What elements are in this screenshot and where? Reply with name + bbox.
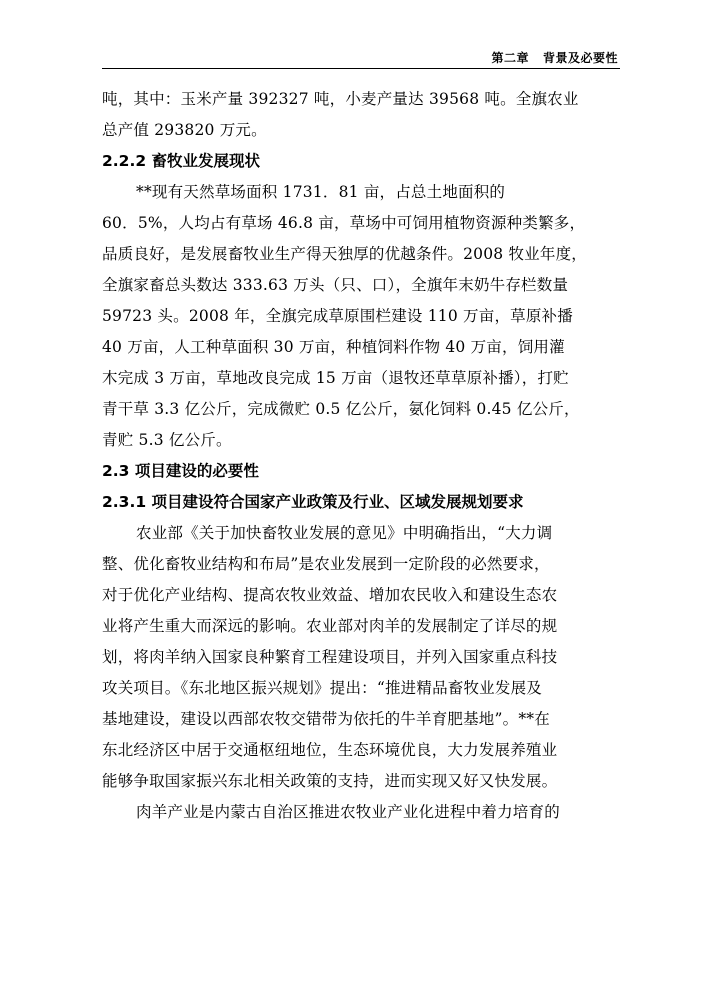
paragraph-line: 肉羊产业是内蒙古自治区推进农牧业产业化进程中着力培育的 xyxy=(136,803,560,821)
paragraph-line: 东北经济区中居于交通枢纽地位，生态环境优良，大力发展养殖业 xyxy=(102,741,558,759)
paragraph-line: 农业部《关于加快畜牧业发展的意见》中明确指出，“大力调 xyxy=(136,524,553,542)
paragraph-line: 59723 头。2008 年，全旗完成草原围栏建设 110 万亩，草原补播 xyxy=(102,307,573,325)
paragraph-line: 40 万亩，人工种草面积 30 万亩，种植饲料作物 40 万亩，饲用灌 xyxy=(102,338,565,356)
paragraph-line: 业将产生重大而深远的影响。农业部对肉羊的发展制定了详尽的规 xyxy=(102,617,558,635)
paragraph-line: 青干草 3.3 亿公斤，完成微贮 0.5 亿公斤，氨化饲料 0.45 亿公斤， xyxy=(102,400,580,418)
paragraph-line: 木完成 3 万亩，草地改良完成 15 万亩（退牧还草草原补播），打贮 xyxy=(102,369,569,387)
paragraph-line: **现有天然草场面积 1731．81 亩，占总土地面积的 xyxy=(136,183,506,201)
chapter-title: 第二章 背景及必要性 xyxy=(491,51,618,65)
paragraph-line: 青贮 5.3 亿公斤。 xyxy=(102,431,232,449)
section-heading: 2.3 项目建设的必要性 xyxy=(102,462,259,480)
document-body xyxy=(102,84,632,828)
paragraph-line: 60．5%，人均占有草场 46.8 亩，草场中可饲用植物资源种类繁多， xyxy=(102,214,586,232)
subsection-heading: 2.3.1 项目建设符合国家产业政策及行业、区域发展规划要求 xyxy=(102,493,524,511)
paragraph-line: 品质良好，是发展畜牧业生产得天独厚的优越条件。2008 牧业年度， xyxy=(102,245,587,263)
paragraph-line: 能够争取国家振兴东北相关政策的支持，进而实现又好又快发展。 xyxy=(102,772,558,790)
paragraph-line: 总产值 293820 万元。 xyxy=(102,121,267,139)
paragraph-line: 攻关项目。《东北地区振兴规划》提出：“推进精品畜牧业发展及 xyxy=(102,679,542,697)
section-heading: 2.2.2 畜牧业发展现状 xyxy=(102,152,261,170)
paragraph-line: 全旗家畜总头数达 333.63 万头（只、口），全旗年末奶牛存栏数量 xyxy=(102,276,569,294)
paragraph-line: 整、优化畜牧业结构和布局”是农业发展到一定阶段的必然要求， xyxy=(102,555,550,573)
paragraph-line: 吨，其中：玉米产量 392327 吨，小麦产量达 39568 吨。全旗农业 xyxy=(102,90,579,108)
paragraph-line: 基地建设，建设以西部农牧交错带为依托的牛羊育肥基地”。**在 xyxy=(102,710,550,728)
page-header xyxy=(102,48,620,69)
paragraph-line: 划，将肉羊纳入国家良种繁育工程建设项目，并列入国家重点科技 xyxy=(102,648,558,666)
paragraph-line: 对于优化产业结构、提高农牧业效益、增加农民收入和建设生态农 xyxy=(102,586,558,604)
